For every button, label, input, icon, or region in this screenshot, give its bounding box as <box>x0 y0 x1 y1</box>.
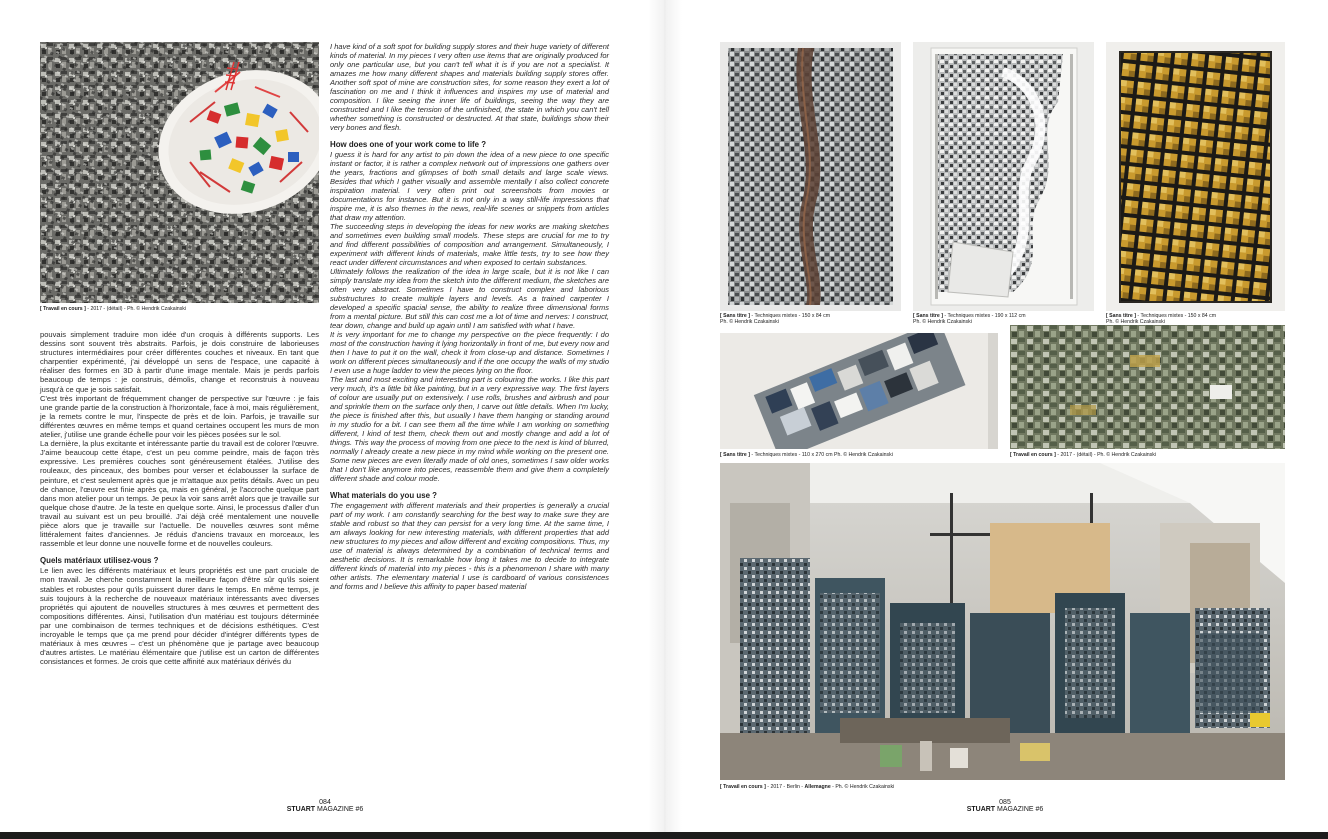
caption-title: [ Travail en cours ] <box>40 306 86 312</box>
english-paragraph: The engagement with different materials and their properties is generally a crucial part of my work. I am constantly searching for the best way to make sure they are stable and robust so that they can persist for a very long time. At the same time, I am always looking for new interesting materials, with different properties that add new structures to my pieces and allow different and exciting compositions. Thus, my use of material is always determined by a combination of technical terms and aesthetic decisions. It is remarkable how long it takes me to decide to integrate different kinds of material into my pieces - this is a phenomenon I share with many other artists. The elementary material I use is cardboard of various consistences and forms and I believe this affinity to paper based material <box>330 501 609 591</box>
page-number: 085 <box>999 799 1011 806</box>
english-paragraph: I guess it is hard for any artist to pin down the idea of a new piece to one specific instant or factor, it is rather a complex network out of impressions one gathers over the years, fractions and glimpses of both small details and large scale views. Besides that which I gather visually and assemble mentally I also collect concrete inspiration material. I very often print out screenshots from movies or documentations for instance. But it is not only in a way still-life impressions that inspire me, it is also themes in the news, real-life scenes or snippets from articles that draw my attention. <box>330 150 609 222</box>
artwork-photo-4 <box>720 333 998 449</box>
caption-details: - Techniques mixtes - 110 x 270 cm Ph. © Hendrik Czakainski <box>749 452 893 458</box>
cardboard-city-photo <box>40 42 319 303</box>
english-paragraph: It is very important for me to change my perspective on the piece frequently: I do most of the construction having it lying horizontally in front of me, but every now and then I have to put it on the wall, check it from close-up and distance. Sometimes I work on different pieces simultaneously and if the one occupy the walls of my studio I even use a huge ladder to view the pieces lying on the floor. <box>330 330 609 375</box>
studio-caption <box>720 784 894 790</box>
caption-credit: Ph. © Hendrik Czakainski <box>720 319 779 326</box>
spine-gutter <box>648 0 682 839</box>
artwork-photo-3 <box>1106 42 1285 311</box>
artwork-caption-5 <box>1010 452 1156 458</box>
caption-details: - 2017 - (détail) - Ph. © Hendrik Czakainski <box>85 306 186 312</box>
caption-title: [ Sans titre ] <box>913 313 943 319</box>
bottom-bar <box>0 832 1328 839</box>
magazine-issue: MAGAZINE #6 <box>995 806 1044 814</box>
caption-credit: - Ph. © Hendrik Czakainski <box>830 784 895 790</box>
artwork-photo-5 <box>1010 325 1285 449</box>
english-paragraph: The succeeding steps in developing the ideas for new works are making sketches and sometimes even building small models. These steps are crucial for me to try and find different possibilities of composition and arrangement. Simultaneously, I experiment with different kinds of materials, make little tests, try to see how they react under different circumstances and when exposed to certain substances. <box>330 222 609 267</box>
english-column <box>330 42 609 591</box>
caption-details: - Techniques mixtes - 190 x 112 cm <box>942 313 1026 319</box>
french-paragraph: La dernière, la plus excitante et intéressante partie du travail est de colorer l'œuvre. J'aime beaucoup cette étape, c'est un peu comme peindre, mais de façon très expressive. Les premières couches sont généreusement étalées. J'utilise des rouleaux, des pinceaux, des bombes pour verser et éclabousser la surface de peinture, et c'est seulement après que je m'attaque aux petits détails. Avec un peu de chance, l'œuvre est finie après ça, mais en général, je l'accroche quelque part dans mon atelier pour un temps. Je peux la voir sans arrêt alors que je travaille sur quelque chose d'autre. Je la teste en quelque sorte. Ainsi, le processus d'aller d'un travail au suivant est un peu brouillé. J'ai déjà créé mentalement une nouvelle pièce alors que je travaille sur l'actuelle. De nouvelles œuvres sont même littéralement faites d'anciennes. Je réduis d'anciens travaux en morceaux, les rassemble et leur donne une nouvelle forme et de nouvelles couleurs. <box>40 439 319 549</box>
studio-photo <box>720 463 1285 780</box>
folio-right <box>950 799 1060 814</box>
page-number: 084 <box>319 799 331 806</box>
caption-credit: Ph. © Hendrik Czakainski <box>1106 319 1165 326</box>
caption-title: [ Sans titre ] <box>720 313 750 319</box>
english-heading: What materials do you use ? <box>330 491 437 500</box>
artwork-caption-3 <box>1106 313 1216 325</box>
photo-caption <box>40 306 186 312</box>
french-paragraph: Le lien avec les différents matériaux et leurs propriétés est une part cruciale de mon travail. Je cherche constamment la meilleure façon d'être sûr qu'ils soient stables et robustes pour qu'ils puissent durer dans le temps. En même temps, je suis toujours à la recherche de nouveaux matériaux intéressants avec diverses propriétés qui ajoutent de nouvelles structures à mes œuvres et permettent des compositions différentes. Ainsi, l'utilisation d'un matériau est toujours déterminée par une combinaison de termes techniques et de décisions esthétiques. C'est incroyable le temps que ça me prend pour décider d'intégrer différents types de matériaux à mes œuvres – c'est un phénomène que je partage avec beaucoup d'autres artistes. Le matériau élémentaire que j'utilise est un carton de différentes consistances et formes. Je crois que cette affinité aux matériaux dérivés du <box>40 566 319 667</box>
caption-title: [ Travail en cours ] <box>1010 452 1056 458</box>
magazine-brand: STUART <box>286 806 316 814</box>
magazine-name <box>950 806 1060 813</box>
french-paragraph: C'est très important de fréquemment changer de perspective sur l'œuvre : je fais une grande partie de la construction à l'horizontale, face à moi, mais régulièrement, je la remets contre le mur, l'inspecte de près et de loin. Parfois, je travaille sur différentes œuvres en même temps et quand certaines occupent les murs de mon atelier, j'utilise une grande échelle pour voir les pièces posées sur le sol. <box>40 393 319 440</box>
english-paragraph: Ultimately follows the realization of the idea in large scale, but it is not like I can simply translate my idea from the sketch into the different medium, the sketches are often very abstract. Sometimes I have to construct complex and laborious substructures to create multiple layers and levels. As a trained carpenter I developed a specific spacial sense, the ability to realize three dimensional forms from a mental picture. But still this can cost me a lot of time and nerves: I construct, tear down, change and build up again until I am satisfied with what I have. <box>330 267 609 330</box>
caption-credit: Ph. © Hendrik Czakainski <box>913 319 972 326</box>
french-column <box>40 330 319 666</box>
english-paragraph: I have kind of a soft spot for building supply stores and their huge variety of different kinds of material. In my pieces I very often use items that are originally produced for only one particular use, but you can't tell what it is if you are not a specialist. It amazes me how many different shapes and materials building supply stores offer. Another soft spot of mine are construction sites, for some reason they exert a lot of fascination on me and I think it influences and inspires my use of material and composition. I like seeing the inner life of buildings, seeing the way they are constructed and I like the tension of the unfinished, the state in which you can't tell whether something is constructed or destructed. At that state, buildings show their very bones and flesh. <box>330 42 609 132</box>
english-heading: How does one of your work come to life ? <box>330 140 487 149</box>
magazine-brand: STUART <box>966 806 996 814</box>
artwork-caption-1 <box>720 313 830 325</box>
english-paragraph: The last and most exciting and interesting part is colouring the works. I like this part very much, it's a little bit like painting, but in a very expressive way. The first layers of colour are usually put on extensively. I use rolls, brushes and airbrush and pour and sprinkle them on the surface only then, I carve out little details. When I'm lucky, the piece is finished after this, but usually I have them hanging or standing around in my studio for a bit. I can see them all the time while I am working on something different, I kind of test them, check them out and mostly change and add a lot of things. This way the process of moving from one piece to the next is kind of blurred, normally I already create a new piece in my mind while working on the present one. Some new pieces are even literally made of old ones, sometimes I saw older works that I don't like anymore into pieces, reassemble them and give them a completely different shade and colour mode. <box>330 375 609 483</box>
artwork-caption-2 <box>913 313 1026 325</box>
caption-title: [ Sans titre ] <box>720 452 750 458</box>
french-heading: Quels matériaux utilisez-vous ? <box>40 556 159 566</box>
caption-details: - Techniques mixtes - 150 x 84 cm <box>749 313 831 319</box>
magazine-issue: MAGAZINE #6 <box>315 806 364 814</box>
magazine-name <box>270 806 380 813</box>
caption-details: - 2017 - Berlin - <box>765 784 805 790</box>
caption-title: [ Travail en cours ] <box>720 784 766 790</box>
caption-title: [ Sans titre ] <box>1106 313 1136 319</box>
folio-left <box>270 799 380 814</box>
artwork-photo-2 <box>913 42 1094 311</box>
artwork-photo-1 <box>720 42 901 311</box>
artwork-caption-4 <box>720 452 893 458</box>
french-paragraph: pouvais simplement traduire mon idée d'un croquis à différents supports. Les dessins sont souvent très abstraits. Parfois, je dois construire de laborieuses structures intermédiaires pour créer différentes couches et niveaux. En tant que charpentier expérimenté, j'ai développé un sens de l'espace, une capacité à réaliser des formes en 3D à partir d'une image mentale. Mais je perds parfois beaucoup de temps : je construis, démolis, change et reconstruis à nouveau jusqu'à ce que je sois satisfait. <box>40 330 319 394</box>
caption-details: - 2017 - (détail) - Ph. © Hendrik Czakainski <box>1055 452 1156 458</box>
caption-details: - Techniques mixtes - 150 x 84 cm <box>1135 313 1217 319</box>
caption-place: Allemagne <box>804 784 831 790</box>
